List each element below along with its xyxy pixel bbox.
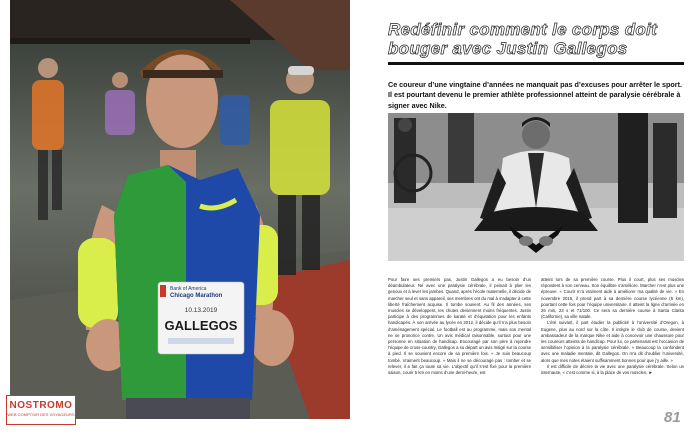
bib-race-line1: Bank of America [170,286,207,292]
nostromo-logo [6,395,76,425]
article-column-2 [541,277,684,417]
article-title: Redéfinir comment le corps doit bouger avec Justin Gallegos [388,20,658,58]
bib-race-line2: Chicago Marathon [170,293,223,299]
bib-name: GALLEGOS [164,318,238,333]
column-2-paragraph-3: Il est difficile de décrire la vie avec une paralysie cérébrale. Selon un internaute, « c’est comme si, à la place de vos muscles, ► [541,363,684,376]
article-intro: Ce coureur d’une vingtaine d’années ne manquait pas d’excuses pour arrêter le sport. Il est pourtant devenu le premier athlète professionnel atteint de paralysie cérébrale à signer avec Nike. [388,80,682,110]
seated-runner-illustration [388,113,684,261]
column-2-paragraph-1: atteint lors de sa première course. Plus il court, plus ses muscles répondent à son cerveau. Son équilibre s’améliore. Marcher n’est plus une épreuve. « Courir m’a vraiment aidé à améliorer ma qualité de vie. » En novembre 2015, il prend part à sa dernière course lycéenne (5 km), pourtant cette fois pour l’équipe universitaire. Il atteint la ligne d’arrivée en 26 min, 23 s et 71/100. Ce sera sa dernière course à Santa Clarita (Californie), sa ville natale. [541,277,684,320]
race-bib [158,282,244,354]
page-number: 81 [664,409,681,426]
column-1-text: Pour faire ses premiers pas, Justin Gallegos a eu besoin d’un déambulateur. Né avec une paralysie cérébrale, il peinait à plier les genoux et à lever les jambes. Quand, après l’école maternelle, il décide de marcher seul et sans appareil, ses membres ont du mal à s’adapter à cette liberté fraîchement acquise. Il tombe souvent. Au fil des années, ses muscles se développent, les chutes deviennent moins fréquentes. Justin participe à des programmes de karaté et d’équitation pour les enfants handicapés. À son arrivée au lycée en 2012, il décide qu’il n’a plus besoin d’aménagement spécial. Le football est au programme, mais son mental ne se prononce contre. Un avis médical raisonnable, surtout pour une personne en situation de handicap. Encouragé par son père à rejoindre l’équipe de cross-country, Gallegos a su départ un avis mitigé sur la course à pied. Il se souvient encore de sa première fois. « Je suis beaucoup tombé. Vraiment beaucoup. » Mais il ne se décourage pas : tomber et se relever, il a fait ça toute sa vie. L’objectif qu’il s’est fixé pour la première saison, courir 5 km en moins d’une demi-heure, est [388,277,531,376]
logo-tagline: WEB COMPTOIR DES VOYAGEURS [7,412,75,417]
column-2-paragraph-2: L’été suivant, il part étudier la publicité à l’université d’Oregon, à Eugene, plus au nord sur la côte. Il intègre le club de course, devient ambassadeur de la marque Nike et aide à concevoir une chaussure pour les coureurs atteints de handicap. Pour lui, ce partenariat est l’occasion de sensibiliser l’opinion à la paralysie cérébrale. « Beaucoup la confondent avec une maladie mentale, dit Gallegos. On m’a dit d’oublier l’université, alors que mes notes étaient suffisamment bonnes pour que j’y aille. » [541,320,684,363]
runner-photo [10,0,350,419]
article-body [388,277,684,417]
bib-date: 10.13.2019 [184,307,218,314]
runner-photo-illustration [10,0,350,419]
seated-runner-photo [388,113,684,261]
title-rule [388,62,684,65]
article-column-1 [388,277,531,417]
logo-brand: NOSTROMO [9,400,73,411]
